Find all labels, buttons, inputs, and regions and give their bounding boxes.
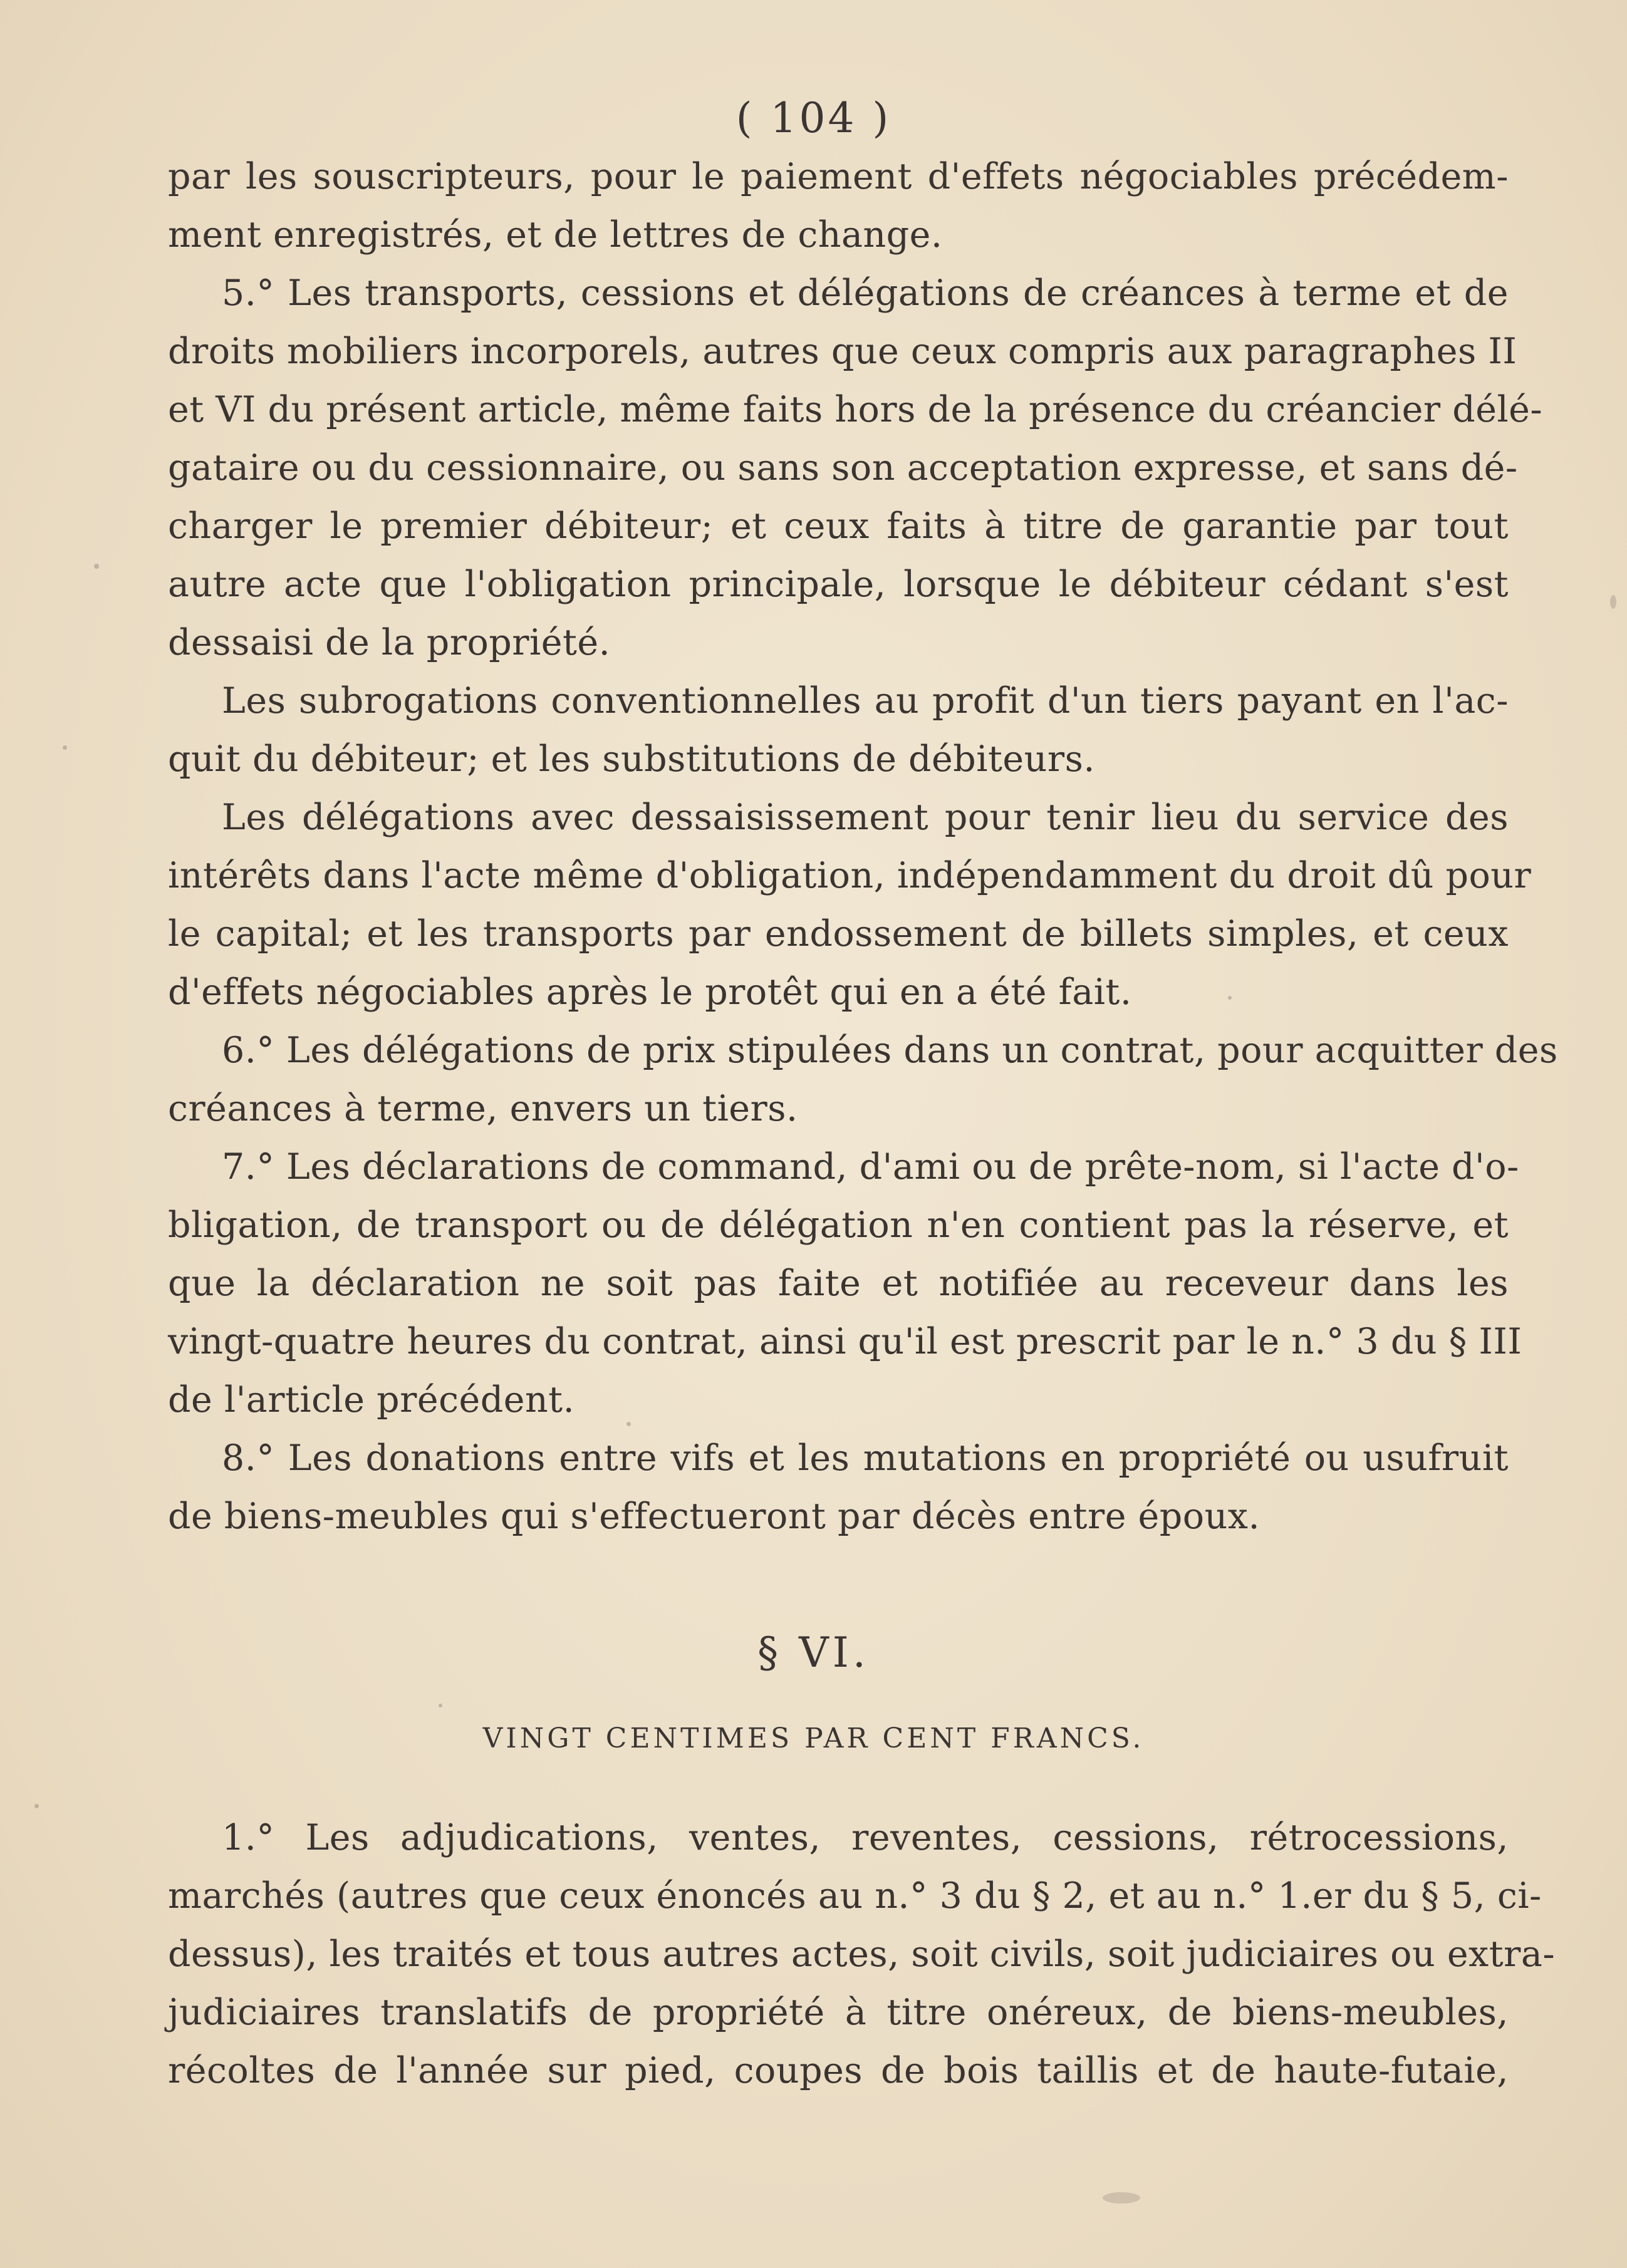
text-line: 1.° Les adjudications, ventes, reventes, cessions, rétrocessions, bbox=[222, 1817, 1509, 1858]
text-line: ment enregistrés, et de lettres de change. bbox=[168, 214, 943, 256]
text-line: quit du débiteur; et les substitutions de débiteurs. bbox=[168, 738, 1095, 780]
paper-stain bbox=[1103, 2192, 1140, 2203]
paper-speck bbox=[626, 1422, 631, 1426]
text-line: bligation, de transport ou de délégation n'en contient pas la réserve, et bbox=[168, 1204, 1509, 1246]
text-line: Les délégations avec dessaisissement pour tenir lieu du service des bbox=[222, 797, 1509, 838]
page-number: ( 104 ) bbox=[736, 94, 891, 142]
text-line: dessaisi de la propriété. bbox=[168, 622, 611, 663]
paper-speck bbox=[94, 564, 99, 569]
text-line: créances à terme, envers un tiers. bbox=[168, 1088, 798, 1129]
text-line: que la déclaration ne soit pas faite et notifiée au receveur dans les bbox=[168, 1263, 1509, 1304]
text-line: et VI du présent article, même faits hors de la présence du créancier délé- bbox=[168, 389, 1543, 430]
text-line: intérêts dans l'acte même d'obligation, indépendamment du droit dû pour bbox=[168, 855, 1532, 896]
paper-speck bbox=[1228, 996, 1232, 1000]
text-line: marchés (autres que ceux énoncés au n.° 3 du § 2, et au n.° 1.er du § 5, ci- bbox=[168, 1875, 1542, 1917]
text-line: par les souscripteurs, pour le paiement d'effets négociables précédem- bbox=[168, 156, 1509, 197]
text-line: de l'article précédent. bbox=[168, 1379, 575, 1421]
text-line: gataire ou du cessionnaire, ou sans son acceptation expresse, et sans dé- bbox=[168, 447, 1518, 489]
section-heading: § VI. bbox=[757, 1629, 870, 1677]
text-line: charger le premier débiteur; et ceux faits à titre de garantie par tout bbox=[168, 505, 1509, 547]
paper-speck bbox=[439, 1704, 442, 1707]
text-line: droits mobiliers incorporels, autres que ceux compris aux paragraphes II bbox=[168, 331, 1517, 372]
text-line: récoltes de l'année sur pied, coupes de bois taillis et de haute-futaie, bbox=[168, 2050, 1509, 2091]
text-line: 6.° Les délégations de prix stipulées dans un contrat, pour acquitter des bbox=[222, 1030, 1558, 1071]
paper-speck bbox=[63, 745, 67, 750]
text-line: 7.° Les déclarations de command, d'ami ou de prête-nom, si l'acte d'o- bbox=[222, 1146, 1519, 1188]
paper-speck bbox=[1610, 595, 1616, 609]
text-line: Les subrogations conventionnelles au profit d'un tiers payant en l'ac- bbox=[222, 680, 1509, 722]
text-line: le capital; et les transports par endossement de billets simples, et ceux bbox=[168, 913, 1509, 955]
text-line: judiciaires translatifs de propriété à titre onéreux, de biens-meubles, bbox=[168, 1992, 1509, 2033]
text-block-1 bbox=[168, 148, 1558, 1546]
text-line: vingt-quatre heures du contrat, ainsi qu'il est prescrit par le n.° 3 du § III bbox=[168, 1321, 1522, 1362]
text-block-2 bbox=[168, 1809, 1556, 2100]
text-line: dessus), les traités et tous autres actes, soit civils, soit judiciaires ou extra- bbox=[168, 1934, 1556, 1975]
text-line: autre acte que l'obligation principale, lorsque le débiteur cédant s'est bbox=[168, 564, 1509, 605]
text-line: de biens-meubles qui s'effectueront par décès entre époux. bbox=[168, 1496, 1261, 1537]
text-line: 8.° Les donations entre vifs et les mutations en propriété ou usufruit bbox=[222, 1437, 1509, 1479]
section-subheading: VINGT CENTIMES PAR CENT FRANCS. bbox=[482, 1722, 1145, 1754]
text-line: 5.° Les transports, cessions et délégations de créances à terme et de bbox=[222, 272, 1509, 314]
text-line: d'effets négociables après le protêt qui en a été fait. bbox=[168, 971, 1132, 1013]
paper-speck bbox=[34, 1804, 39, 1808]
